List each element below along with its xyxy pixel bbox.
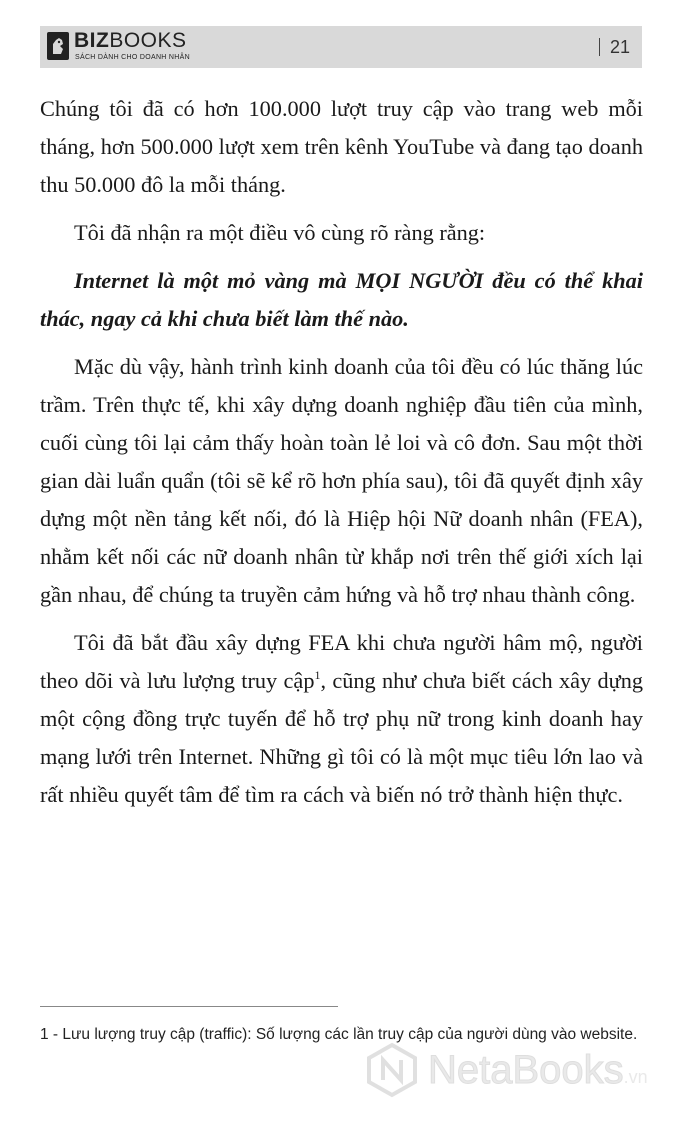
footnote-reference: 1	[314, 668, 321, 682]
page-number: 21	[599, 36, 630, 58]
emphasis-paragraph: Internet là một mỏ vàng mà MỌI NGƯỜI đều có thể khai thác, ngay cả khi chưa biết làm thế nào.	[40, 268, 643, 331]
brand-tagline: SÁCH DÀNH CHO DOANH NHÂN	[75, 54, 190, 61]
footnote: 1 - Lưu lượng truy cập (traffic): Số lượng các lần truy cập của người dùng vào website.	[40, 1026, 638, 1043]
paragraph: Chúng tôi đã có hơn 100.000 lượt truy cập vào trang web mỗi tháng, hơn 500.000 lượt xem trên kênh YouTube và đang tạo doanh thu 50.000 đô la mỗi tháng.	[40, 96, 643, 197]
netabooks-watermark: NetaBooks.vn	[364, 1042, 684, 1098]
footnote-divider	[40, 1006, 338, 1007]
separator-bar	[599, 38, 600, 56]
bizbooks-logo-icon	[47, 32, 69, 60]
page-header	[40, 26, 642, 68]
paragraph: Tôi đã nhận ra một điều vô cùng rõ ràng rằng:	[74, 220, 486, 245]
netabooks-logo-icon	[364, 1042, 420, 1098]
brand-name: BIZBOOKS	[74, 29, 187, 52]
paragraph: Tôi đã bắt đầu xây dựng FEA khi chưa người hâm mộ, người theo dõi và lưu lượng truy cập$^1$, cũng như chưa biết cách xây dựng một cộng đồng trực tuyến để hỗ trợ phụ nữ trong kinh doanh hay mạng lưới trên Internet. Những gì tôi có là một mục tiêu lớn lao và rất nhiều quyết tâm để tìm ra cách và biến nó trở thành hiện thực.	[40, 630, 643, 807]
body-text	[40, 90, 643, 824]
paragraph: Mặc dù vậy, hành trình kinh doanh của tôi đều có lúc thăng lúc trầm. Trên thực tế, khi xây dựng doanh nghiệp đầu tiên của mình, cuối cùng tôi lại cảm thấy hoàn toàn lẻ loi và cô đơn. Sau một thời gian dài luẩn quẩn (tôi sẽ kể rõ hơn phía sau), tôi đã quyết định xây dựng một nền tảng kết nối, đó là Hiệp hội Nữ doanh nhân (FEA), nhằm kết nối các nữ doanh nhân từ khắp nơi trên thế giới xích lại gần nhau, để chúng ta truyền cảm hứng và hỗ trợ nhau thành công.	[40, 354, 643, 607]
